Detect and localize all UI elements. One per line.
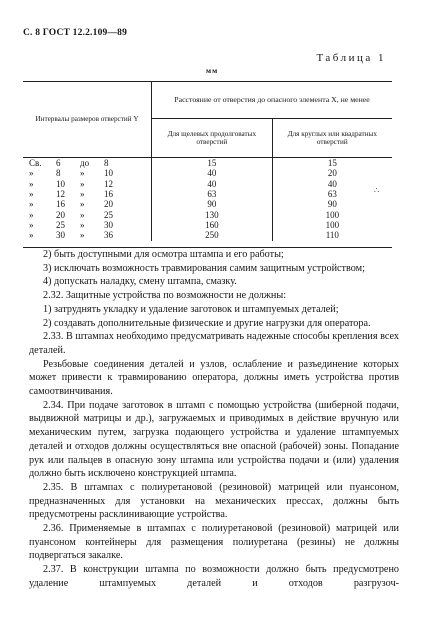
interval-mid: до [80, 158, 90, 168]
interval-cell [23, 230, 152, 240]
paragraph: 3) исключать возможность травмирования самим защитным устройством; [43, 262, 365, 274]
round-distance-cell: 15 [327, 158, 337, 168]
interval-from: 30 [56, 230, 65, 241]
margin-mark: ∴ [374, 186, 380, 195]
round-distance-cell: 100 [325, 220, 340, 231]
distance-table [23, 81, 392, 241]
interval-mid: » [80, 230, 85, 241]
interval-cell [23, 220, 152, 230]
table-row [23, 220, 392, 230]
interval-cell [23, 158, 152, 169]
interval-mid: » [80, 168, 85, 179]
interval-mid: » [80, 220, 85, 231]
interval-to: 10 [104, 168, 113, 179]
interval-from: 10 [56, 178, 65, 189]
col-header-slot: Для щелевых продолговатых отверстий [152, 119, 273, 158]
paragraph: 2) быть доступными для осмотра штампа и его работы; [43, 249, 284, 260]
interval-to: 36 [104, 230, 113, 241]
paragraph: 2.32. Защитные устройства по возможности не должны: [43, 290, 287, 302]
round-distance-cell: 63 [327, 189, 337, 200]
interval-pre: » [29, 230, 34, 241]
round-distance-cell: 40 [327, 178, 337, 189]
interval-to: 16 [104, 189, 113, 200]
col-header-intervals: Интервалы размеров отверстий Y [23, 82, 152, 158]
interval-to: 25 [104, 209, 113, 220]
slot-distance-cell: 250 [152, 230, 273, 240]
page-header: С. 8 ГОСТ 12.2.109—89 [23, 28, 128, 38]
interval-from: 16 [56, 199, 65, 210]
interval-cell [23, 189, 152, 199]
paragraph: 2.34. При подаче заготовок в штамп с помощью устройства (шиберной подачи, выдвижной матрицы и др.), загружаемых и приводимых в действие вручную или механическим путем, загрузка подающего устройства и удаление штампуемых деталей и отходов должны осуществляться вне опасной (рабочей) зоны. Попадание рук или пальцев в опасную зону штампа или устройства подачи и (или) удаления должно быть исключено конструкцией штампа. [29, 399, 399, 480]
table-row [23, 158, 392, 169]
table-row [23, 189, 392, 199]
interval-to: 20 [104, 199, 113, 210]
interval-pre: » [29, 168, 34, 179]
interval-mid: » [80, 199, 85, 210]
interval-cell [23, 199, 152, 209]
col-header-round: Для круглых или квадратных отверстий [272, 119, 392, 158]
table-row [23, 230, 392, 240]
interval-from: 8 [56, 168, 61, 179]
slot-distance-cell: 130 [152, 210, 273, 220]
interval-pre: » [29, 220, 34, 231]
interval-to: 12 [104, 178, 113, 189]
interval-mid: » [80, 189, 85, 200]
interval-mid: » [80, 209, 85, 220]
interval-from: 25 [56, 220, 65, 231]
interval-from: 6 [56, 158, 61, 168]
table-caption: Таблица 1 [316, 52, 386, 64]
slot-distance-cell: 40 [152, 179, 273, 189]
interval-cell [23, 179, 152, 189]
round-distance-cell: 100 [325, 209, 340, 220]
interval-cell [23, 168, 152, 178]
round-distance-cell: 20 [327, 168, 337, 179]
round-distance-cell: 110 [325, 230, 339, 241]
slot-distance-cell: 63 [152, 189, 273, 199]
interval-to: 8 [104, 158, 109, 168]
paragraph: 2.35. В штампах с полиуретановой (резиновой) матрицей или пуансоном, предназначенных для установки на механических прессах, должны быть предусмотрены расклинивающие устройства. [29, 481, 399, 521]
paragraph: Резьбовые соединения деталей и узлов, ослабление и разъединение которых может привести к травмированию оператора, должны иметь устройства против самоотвинчивания. [29, 358, 399, 398]
slot-distance-cell: 160 [152, 220, 273, 230]
body-text [29, 248, 399, 591]
interval-from: 12 [56, 189, 65, 200]
interval-to: 30 [104, 220, 113, 231]
table-row [23, 179, 392, 189]
interval-from: 20 [56, 209, 65, 220]
paragraph: 2.33. В штампах необходимо предусматривать надежные способы крепления всех деталей. [29, 331, 399, 356]
units-label: мм [206, 66, 219, 75]
table-row [23, 168, 392, 178]
paragraph: 2) создавать дополнительные физические и другие нагрузки для оператора. [43, 317, 371, 329]
col-header-distance: Расстояние от отверстия до опасного элемента X, не менее [152, 82, 393, 119]
paragraph: 4) допускать наладку, смену штампа, смазку. [43, 276, 237, 288]
paragraph: 1) затруднять укладку и удаление заготовок и штампуемых деталей; [43, 303, 339, 315]
interval-pre: » [29, 209, 34, 220]
slot-distance-cell: 40 [152, 168, 273, 178]
slot-distance-cell: 15 [152, 158, 273, 169]
table-row [23, 199, 392, 209]
slot-distance-cell: 90 [152, 199, 273, 209]
paragraph: 2.36. Применяемые в штампах с полиуретановой (резиновой) матрицей или пуансоном контейнеры для размещения полиуретана (резины) не должны подвергаться закалке. [29, 523, 399, 562]
interval-mid: » [80, 178, 85, 189]
table-row [23, 210, 392, 220]
paragraph: 2.37. В конструкции штампа по возможности должно быть предусмотрено удаление штампуемых деталей и отходов разгрузоч- [29, 564, 399, 589]
interval-pre: Св. [29, 158, 42, 168]
round-distance-cell: 90 [327, 199, 337, 210]
interval-pre: » [29, 199, 34, 210]
interval-cell [23, 210, 152, 220]
interval-pre: » [29, 178, 34, 189]
interval-pre: » [29, 189, 34, 200]
